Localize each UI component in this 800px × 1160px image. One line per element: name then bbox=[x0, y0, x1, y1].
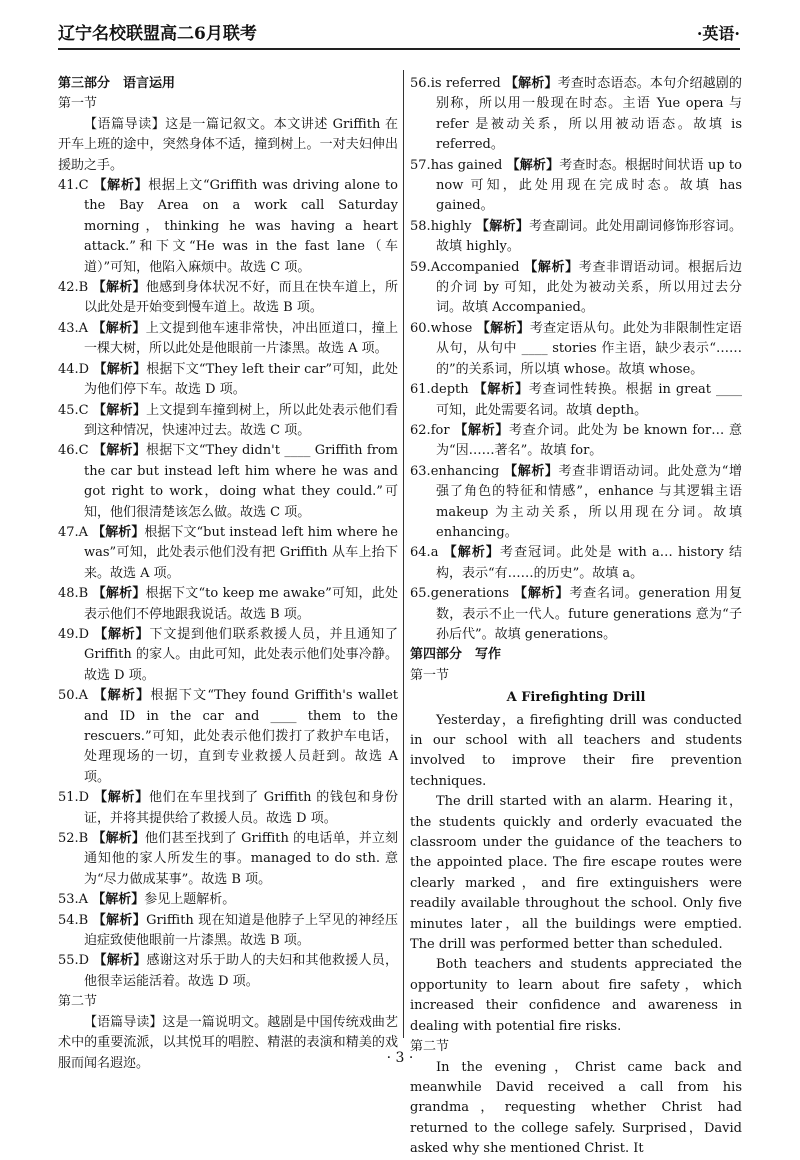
analysis-text: 根据下文“to keep me awake”可知，此处表示他们不停地跟我说话。故选 B 项。 bbox=[84, 586, 398, 622]
essay-title: A Firefighting Drill bbox=[506, 690, 646, 706]
analysis-label: 【解析】 bbox=[93, 688, 151, 704]
answer-word: generations bbox=[430, 586, 509, 602]
analysis-label: 【解析】 bbox=[92, 320, 146, 336]
analysis-label: 【解析】 bbox=[476, 320, 530, 336]
analysis-text: 考查词性转换。根据 in great ____ 可知，此处需要名词。故填 depth。 bbox=[436, 382, 742, 418]
answer-item bbox=[410, 156, 742, 217]
analysis-text: 考查介词。此处为 be known for… 意为“因……著名”。故填 for。 bbox=[436, 422, 742, 459]
section-heading: 第四部分 写作 bbox=[410, 647, 502, 663]
answer-number: 53.A bbox=[58, 892, 89, 908]
answer-item bbox=[58, 584, 398, 625]
analysis-text: 他们在车里找到了 Griffith 的钱包和身份证，并将其提供给了救援人员。故选 D 项。 bbox=[84, 790, 398, 826]
answer-number: 41.C bbox=[58, 178, 89, 194]
analysis-text: 上文提到他车速非常快，冲出匝道口，撞上一棵大树，所以此处是他眼前一片漆黑。故选 A 项。 bbox=[84, 320, 398, 357]
answer-word: highly bbox=[430, 218, 472, 234]
answer-number: 44.D bbox=[58, 361, 90, 377]
answer-item bbox=[410, 319, 742, 380]
analysis-text: 根据下文“They found Griffith's wallet and ID in the car and ____ them to the rescuers.”可知，此处表示他们拨打了救护车电话，处理现场的一切，直到专业救援人员赶到。故选 A 项。 bbox=[84, 688, 398, 785]
answer-word: a bbox=[430, 545, 439, 561]
answer-item bbox=[58, 176, 398, 278]
answer-list bbox=[410, 74, 742, 645]
answer-number: 64. bbox=[410, 545, 431, 561]
answer-number: 50.A bbox=[58, 688, 89, 704]
analysis-label: 【解析】 bbox=[513, 586, 570, 602]
answer-item bbox=[58, 401, 398, 442]
answer-number: 47.A bbox=[58, 524, 89, 540]
answer-item bbox=[58, 278, 398, 319]
answer-number: 43.A bbox=[58, 320, 89, 336]
analysis-label: 【解析】 bbox=[505, 76, 558, 91]
answer-item bbox=[410, 462, 742, 544]
essay-paragraph: Both teachers and students appreciated the opportunity to learn about fire safety，which increased their confidence and awareness in dealing with potential fire risks. bbox=[410, 957, 742, 1034]
analysis-text: 上文提到车撞到树上，所以此处表示他们看到这种情况，快速冲过去。故选 C 项。 bbox=[84, 402, 398, 438]
column-divider bbox=[403, 70, 404, 1038]
answer-item bbox=[410, 421, 742, 462]
answer-item bbox=[58, 829, 398, 890]
analysis-text: 他感到身体状况不好，而且在快车道上，所以此处是开始变到慢车道上。故选 B 项。 bbox=[84, 280, 398, 316]
answer-word: whose bbox=[430, 320, 473, 336]
analysis-label: 【解析】 bbox=[92, 831, 145, 847]
analysis-label: 【解析】 bbox=[93, 402, 147, 418]
answer-number: 45.C bbox=[58, 402, 89, 418]
answer-item bbox=[58, 788, 398, 829]
answer-item bbox=[410, 74, 742, 156]
answer-number: 54.B bbox=[58, 912, 89, 928]
answer-item bbox=[58, 911, 398, 952]
answer-item bbox=[58, 951, 398, 992]
answer-word: depth bbox=[430, 382, 469, 398]
part-heading: 第一节 bbox=[58, 96, 98, 112]
answer-number: 52.B bbox=[58, 831, 89, 847]
answer-number: 61. bbox=[410, 382, 431, 398]
right-column bbox=[410, 74, 742, 1160]
analysis-label: 【解析】 bbox=[92, 524, 145, 540]
page-header bbox=[58, 14, 740, 50]
analysis-label: 【解析】 bbox=[93, 953, 147, 969]
answer-item bbox=[410, 217, 742, 258]
section-heading: 第三部分 语言运用 bbox=[58, 76, 176, 91]
answer-number: 60. bbox=[410, 320, 431, 336]
analysis-label: 【解析】 bbox=[92, 892, 145, 908]
answer-item bbox=[410, 584, 742, 645]
answer-number: 56. bbox=[410, 76, 431, 91]
analysis-label: 【解析】 bbox=[93, 443, 146, 459]
answer-number: 51.D bbox=[58, 790, 90, 806]
analysis-label: 【解析】 bbox=[506, 157, 560, 173]
subject-label: ·英语· bbox=[696, 24, 740, 43]
answer-item bbox=[58, 319, 398, 360]
analysis-label: 【解析】 bbox=[92, 280, 146, 296]
analysis-text: 根据下文“but instead left him where he was”可知，此处表示他们没有把 Griffith 从车上抬下来。故选 A 项。 bbox=[84, 524, 398, 581]
answer-number: 46.C bbox=[58, 443, 89, 459]
answer-word: is referred bbox=[430, 76, 501, 91]
analysis-label: 【解析】 bbox=[92, 912, 147, 928]
analysis-label: 【解析】 bbox=[94, 626, 150, 642]
answer-item bbox=[58, 686, 398, 788]
answer-item bbox=[58, 360, 398, 401]
part-heading: 第二节 bbox=[58, 994, 98, 1010]
continuation-paragraph: In the evening，Christ came back and meanwhile David received a call from his grandma，requesting whether Christ had returned to the college safely. Surprised，David asked why she mentioned Christ. It bbox=[410, 1059, 742, 1157]
part-heading: 第二节 bbox=[410, 1039, 450, 1055]
essay-paragraph: Yesterday，a firefighting drill was conducted in our school with all teachers and students involved to improve their fire prevention techniques. bbox=[410, 712, 742, 789]
analysis-text: 考查名词。generation 用复数，表示不止一代人。future generations 意为“子孙后代”。故填 generations。 bbox=[436, 586, 742, 642]
analysis-label: 【解析】 bbox=[454, 422, 510, 438]
answer-word: enhancing bbox=[430, 463, 500, 479]
answer-item bbox=[58, 890, 398, 910]
analysis-text: 考查非谓语动词。此处意为“增强了角色的特征和情感”，enhance 与其逻辑主语 makeup 为主动关系，所以用现在分词。故填 enhancing。 bbox=[436, 463, 742, 540]
answer-item bbox=[58, 523, 398, 584]
analysis-text: 根据下文“They left their car”可知，此处为他们停下车。故选 D 项。 bbox=[84, 361, 398, 398]
analysis-label: 【解析】 bbox=[93, 178, 149, 194]
analysis-text: 考查时态语态。本句介绍越剧的别称，所以用一般现在时态。主语 Yue opera 与 refer 是被动关系，所以用被动语态。故填 is referred。 bbox=[436, 76, 742, 153]
analysis-label: 【解析】 bbox=[92, 586, 146, 602]
part-heading: 第一节 bbox=[410, 667, 450, 683]
analysis-text: 下文提到他们联系救援人员，并且通知了 Griffith 的家人。由此可知，此处表示他们处事冷静。故选 D 项。 bbox=[84, 626, 398, 683]
passage-guide: 【语篇导读】这是一篇说明文。越剧是中国传统戏曲艺术中的重要流派，以其悦耳的唱腔、精湛的表演和精美的戏服而闻名遐迩。 bbox=[58, 1014, 398, 1071]
answer-number: 65. bbox=[410, 586, 431, 602]
page-number: · 3 · bbox=[386, 1050, 414, 1066]
answer-number: 55.D bbox=[58, 953, 90, 969]
analysis-text: 考查冠词。此处是 with a… history 结构，表示“有……的历史”。故填 a。 bbox=[436, 545, 742, 581]
answer-item bbox=[58, 625, 398, 686]
analysis-text: 考查定语从句。此处为非限制性定语从句，从句中 ____ stories 作主语，缺少表示“……的”的关系词，所以填 whose。故填 whose。 bbox=[436, 320, 742, 377]
analysis-text: 考查非谓语动词。根据后边的介词 by 可知，此处为被动关系，所以用过去分词。故填 Accompanied。 bbox=[436, 259, 742, 316]
analysis-label: 【解析】 bbox=[524, 259, 579, 275]
answer-item bbox=[410, 543, 742, 584]
answer-item bbox=[410, 258, 742, 319]
analysis-text: 参见上题解析。 bbox=[144, 892, 236, 908]
analysis-text: 考查时态。根据时间状语 up to now 可知，此处用现在完成时态。故填 has gained。 bbox=[436, 157, 742, 214]
answer-word: Accompanied bbox=[430, 259, 520, 275]
answer-number: 58. bbox=[410, 218, 431, 234]
analysis-label: 【解析】 bbox=[475, 218, 530, 234]
analysis-text: Griffith 现在知道是他脖子上罕见的神经压迫症致使他眼前一片漆黑。故选 B 项。 bbox=[84, 912, 398, 949]
answer-number: 49.D bbox=[58, 626, 90, 642]
answer-number: 63. bbox=[410, 463, 431, 479]
answer-number: 59. bbox=[410, 259, 431, 275]
analysis-text: 他们甚至找到了 Griffith 的电话单，并立刻通知他的家人所发生的事。managed to do sth. 意为“尽力做成某事”。故选 B 项。 bbox=[84, 831, 398, 887]
answer-word: for bbox=[430, 422, 450, 438]
answer-item bbox=[410, 380, 742, 421]
answer-word: has gained bbox=[430, 157, 503, 173]
essay-paragraph: The drill started with an alarm. Hearing it，the students quickly and orderly evacuated the classroom under the guidance of the teachers to the appointed place. The fire escape routes were clearly marked，and fire extinguishers were readily available throughout the school. Only five minutes later，all the buildings were emptied. The drill was performed better than scheduled. bbox=[410, 794, 742, 953]
exam-title: 辽宁名校联盟高二6月联考 bbox=[58, 24, 257, 44]
analysis-label: 【解析】 bbox=[443, 545, 501, 561]
answer-item bbox=[58, 441, 398, 523]
analysis-text: 考查副词。此处用副词修饰形容词。故填 highly。 bbox=[436, 218, 742, 255]
answer-number: 42.B bbox=[58, 280, 89, 296]
analysis-text: 感谢这对乐于助人的夫妇和其他救援人员，他很幸运能活着。故选 D 项。 bbox=[84, 953, 398, 989]
analysis-label: 【解析】 bbox=[473, 382, 529, 398]
answer-number: 48.B bbox=[58, 586, 89, 602]
analysis-text: 根据上文“Griffith was driving alone to the Bay Area on a work call Saturday morning，thinking he was having a heart attack.”和下文“He was in the fast lane（车道）”可知，他陷入麻烦中。故选 C 项。 bbox=[84, 178, 398, 275]
answer-number: 62. bbox=[410, 422, 431, 438]
analysis-label: 【解析】 bbox=[504, 463, 559, 479]
analysis-label: 【解析】 bbox=[93, 790, 149, 806]
analysis-text: 根据下文“They didn't ____ Griffith from the car but instead left him where he was and got right to work，doing what they could.”可知，他们很清楚该怎么做。故选 C 项。 bbox=[84, 443, 398, 520]
answer-number: 57. bbox=[410, 157, 431, 173]
passage-guide: 【语篇导读】这是一篇记叙文。本文讲述 Griffith 在开车上班的途中，突然身体不适，撞到树上。一对夫妇伸出援助之手。 bbox=[58, 116, 398, 173]
answer-list bbox=[58, 176, 398, 992]
analysis-label: 【解析】 bbox=[93, 361, 147, 377]
left-column bbox=[58, 74, 398, 1074]
